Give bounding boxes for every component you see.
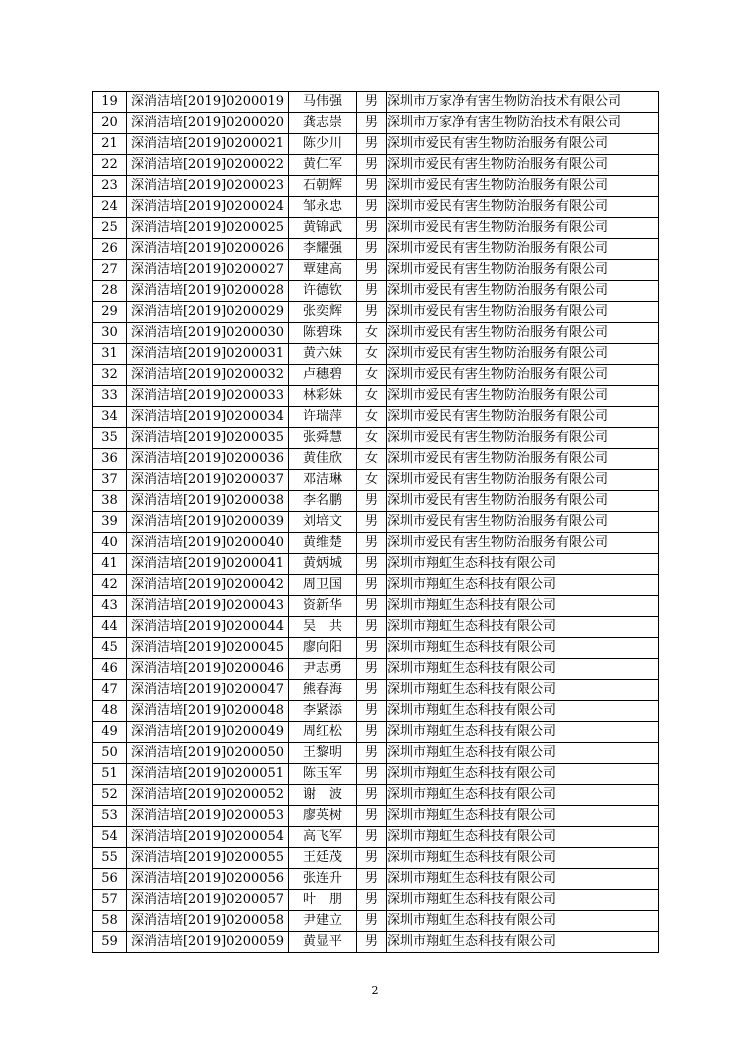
person-name-cell: 许瑞萍 bbox=[289, 407, 357, 428]
table-row bbox=[93, 449, 659, 470]
table-row bbox=[93, 134, 659, 155]
gender-cell: 女 bbox=[357, 407, 387, 428]
row-number-cell: 48 bbox=[93, 701, 127, 722]
row-number-cell: 57 bbox=[93, 890, 127, 911]
company-name-cell: 深圳市翔虹生态科技有限公司 bbox=[387, 722, 659, 743]
certificate-number-cell: 深消洁培[2019]0200046 bbox=[127, 659, 289, 680]
gender-cell: 男 bbox=[357, 302, 387, 323]
row-number-cell: 37 bbox=[93, 470, 127, 491]
certificate-number-cell: 深消洁培[2019]0200025 bbox=[127, 218, 289, 239]
table-row bbox=[93, 260, 659, 281]
table-row bbox=[93, 638, 659, 659]
row-number-cell: 49 bbox=[93, 722, 127, 743]
person-name-cell: 黄维楚 bbox=[289, 533, 357, 554]
certificate-number-cell: 深消洁培[2019]0200023 bbox=[127, 176, 289, 197]
person-name-cell: 黄佳欣 bbox=[289, 449, 357, 470]
row-number-cell: 50 bbox=[93, 743, 127, 764]
person-name-cell: 陈少川 bbox=[289, 134, 357, 155]
table-row bbox=[93, 785, 659, 806]
person-name-cell: 黄锦武 bbox=[289, 218, 357, 239]
table-row bbox=[93, 428, 659, 449]
person-name-cell: 邓洁琳 bbox=[289, 470, 357, 491]
person-name-cell: 廖向阳 bbox=[289, 638, 357, 659]
person-name-cell: 邹永忠 bbox=[289, 197, 357, 218]
row-number-cell: 47 bbox=[93, 680, 127, 701]
row-number-cell: 53 bbox=[93, 806, 127, 827]
row-number-cell: 32 bbox=[93, 365, 127, 386]
person-name-cell: 刘培文 bbox=[289, 512, 357, 533]
table-row bbox=[93, 827, 659, 848]
person-name-cell: 周红松 bbox=[289, 722, 357, 743]
company-name-cell: 深圳市翔虹生态科技有限公司 bbox=[387, 680, 659, 701]
person-name-cell: 黄显平 bbox=[289, 932, 357, 953]
person-name-cell: 黄六妹 bbox=[289, 344, 357, 365]
table-row bbox=[93, 218, 659, 239]
gender-cell: 女 bbox=[357, 449, 387, 470]
company-name-cell: 深圳市爱民有害生物防治服务有限公司 bbox=[387, 218, 659, 239]
company-name-cell: 深圳市翔虹生态科技有限公司 bbox=[387, 785, 659, 806]
page-number: 2 bbox=[371, 984, 379, 997]
company-name-cell: 深圳市爱民有害生物防治服务有限公司 bbox=[387, 176, 659, 197]
gender-cell: 男 bbox=[357, 533, 387, 554]
certificate-number-cell: 深消洁培[2019]0200036 bbox=[127, 449, 289, 470]
row-number-cell: 29 bbox=[93, 302, 127, 323]
person-name-cell: 卢穗碧 bbox=[289, 365, 357, 386]
person-name-cell: 黄仁军 bbox=[289, 155, 357, 176]
gender-cell: 男 bbox=[357, 134, 387, 155]
table-row bbox=[93, 554, 659, 575]
row-number-cell: 20 bbox=[93, 113, 127, 134]
gender-cell: 男 bbox=[357, 596, 387, 617]
company-name-cell: 深圳市爱民有害生物防治服务有限公司 bbox=[387, 428, 659, 449]
certificate-number-cell: 深消洁培[2019]0200056 bbox=[127, 869, 289, 890]
certificate-number-cell: 深消洁培[2019]0200039 bbox=[127, 512, 289, 533]
table-row bbox=[93, 176, 659, 197]
row-number-cell: 30 bbox=[93, 323, 127, 344]
table-row bbox=[93, 533, 659, 554]
row-number-cell: 40 bbox=[93, 533, 127, 554]
person-name-cell: 周卫国 bbox=[289, 575, 357, 596]
certificate-number-cell: 深消洁培[2019]0200031 bbox=[127, 344, 289, 365]
certificate-number-cell: 深消洁培[2019]0200032 bbox=[127, 365, 289, 386]
person-name-cell: 黄炳城 bbox=[289, 554, 357, 575]
row-number-cell: 38 bbox=[93, 491, 127, 512]
certificate-number-cell: 深消洁培[2019]0200033 bbox=[127, 386, 289, 407]
gender-cell: 女 bbox=[357, 470, 387, 491]
table-row bbox=[93, 344, 659, 365]
gender-cell: 男 bbox=[357, 176, 387, 197]
row-number-cell: 42 bbox=[93, 575, 127, 596]
row-number-cell: 34 bbox=[93, 407, 127, 428]
table-row bbox=[93, 197, 659, 218]
table-row bbox=[93, 680, 659, 701]
company-name-cell: 深圳市爱民有害生物防治服务有限公司 bbox=[387, 470, 659, 491]
person-name-cell: 廖英树 bbox=[289, 806, 357, 827]
company-name-cell: 深圳市翔虹生态科技有限公司 bbox=[387, 596, 659, 617]
person-name-cell: 覃建高 bbox=[289, 260, 357, 281]
company-name-cell: 深圳市翔虹生态科技有限公司 bbox=[387, 617, 659, 638]
certificate-number-cell: 深消洁培[2019]0200038 bbox=[127, 491, 289, 512]
company-name-cell: 深圳市爱民有害生物防治服务有限公司 bbox=[387, 365, 659, 386]
gender-cell: 男 bbox=[357, 680, 387, 701]
roster-table bbox=[92, 91, 659, 953]
company-name-cell: 深圳市翔虹生态科技有限公司 bbox=[387, 575, 659, 596]
person-name-cell: 李名鹏 bbox=[289, 491, 357, 512]
person-name-cell: 张奕辉 bbox=[289, 302, 357, 323]
company-name-cell: 深圳市翔虹生态科技有限公司 bbox=[387, 890, 659, 911]
table-row bbox=[93, 92, 659, 113]
company-name-cell: 深圳市万家净有害生物防治技术有限公司 bbox=[387, 113, 659, 134]
person-name-cell: 陈玉军 bbox=[289, 764, 357, 785]
company-name-cell: 深圳市翔虹生态科技有限公司 bbox=[387, 827, 659, 848]
gender-cell: 男 bbox=[357, 911, 387, 932]
person-name-cell: 资新华 bbox=[289, 596, 357, 617]
gender-cell: 男 bbox=[357, 785, 387, 806]
company-name-cell: 深圳市爱民有害生物防治服务有限公司 bbox=[387, 449, 659, 470]
gender-cell: 男 bbox=[357, 239, 387, 260]
row-number-cell: 28 bbox=[93, 281, 127, 302]
person-name-cell: 林彩妹 bbox=[289, 386, 357, 407]
person-name-cell: 尹志勇 bbox=[289, 659, 357, 680]
table-row bbox=[93, 932, 659, 953]
person-name-cell: 王黎明 bbox=[289, 743, 357, 764]
gender-cell: 男 bbox=[357, 638, 387, 659]
person-name-cell: 李紧添 bbox=[289, 701, 357, 722]
company-name-cell: 深圳市爱民有害生物防治服务有限公司 bbox=[387, 302, 659, 323]
certificate-number-cell: 深消洁培[2019]0200026 bbox=[127, 239, 289, 260]
gender-cell: 男 bbox=[357, 722, 387, 743]
row-number-cell: 24 bbox=[93, 197, 127, 218]
person-name-cell: 王廷茂 bbox=[289, 848, 357, 869]
gender-cell: 男 bbox=[357, 617, 387, 638]
company-name-cell: 深圳市爱民有害生物防治服务有限公司 bbox=[387, 323, 659, 344]
table-row bbox=[93, 491, 659, 512]
table-row bbox=[93, 743, 659, 764]
row-number-cell: 25 bbox=[93, 218, 127, 239]
certificate-number-cell: 深消洁培[2019]0200022 bbox=[127, 155, 289, 176]
table-row bbox=[93, 596, 659, 617]
certificate-number-cell: 深消洁培[2019]0200058 bbox=[127, 911, 289, 932]
row-number-cell: 44 bbox=[93, 617, 127, 638]
certificate-number-cell: 深消洁培[2019]0200020 bbox=[127, 113, 289, 134]
company-name-cell: 深圳市爱民有害生物防治服务有限公司 bbox=[387, 407, 659, 428]
company-name-cell: 深圳市爱民有害生物防治服务有限公司 bbox=[387, 281, 659, 302]
certificate-number-cell: 深消洁培[2019]0200042 bbox=[127, 575, 289, 596]
person-name-cell: 高飞军 bbox=[289, 827, 357, 848]
row-number-cell: 39 bbox=[93, 512, 127, 533]
company-name-cell: 深圳市爱民有害生物防治服务有限公司 bbox=[387, 491, 659, 512]
row-number-cell: 35 bbox=[93, 428, 127, 449]
table-row bbox=[93, 365, 659, 386]
gender-cell: 男 bbox=[357, 113, 387, 134]
person-name-cell: 许德钦 bbox=[289, 281, 357, 302]
person-name-cell: 张连升 bbox=[289, 869, 357, 890]
gender-cell: 男 bbox=[357, 848, 387, 869]
certificate-number-cell: 深消洁培[2019]0200034 bbox=[127, 407, 289, 428]
gender-cell: 男 bbox=[357, 260, 387, 281]
row-number-cell: 43 bbox=[93, 596, 127, 617]
gender-cell: 男 bbox=[357, 659, 387, 680]
company-name-cell: 深圳市爱民有害生物防治服务有限公司 bbox=[387, 512, 659, 533]
table-row bbox=[93, 470, 659, 491]
company-name-cell: 深圳市爱民有害生物防治服务有限公司 bbox=[387, 260, 659, 281]
table-row bbox=[93, 911, 659, 932]
certificate-number-cell: 深消洁培[2019]0200021 bbox=[127, 134, 289, 155]
certificate-number-cell: 深消洁培[2019]0200029 bbox=[127, 302, 289, 323]
person-name-cell: 马伟强 bbox=[289, 92, 357, 113]
company-name-cell: 深圳市翔虹生态科技有限公司 bbox=[387, 911, 659, 932]
person-name-cell: 谢 波 bbox=[289, 785, 357, 806]
company-name-cell: 深圳市爱民有害生物防治服务有限公司 bbox=[387, 533, 659, 554]
person-name-cell: 叶 朋 bbox=[289, 890, 357, 911]
company-name-cell: 深圳市翔虹生态科技有限公司 bbox=[387, 932, 659, 953]
gender-cell: 男 bbox=[357, 512, 387, 533]
certificate-number-cell: 深消洁培[2019]0200040 bbox=[127, 533, 289, 554]
gender-cell: 男 bbox=[357, 155, 387, 176]
company-name-cell: 深圳市翔虹生态科技有限公司 bbox=[387, 659, 659, 680]
gender-cell: 男 bbox=[357, 806, 387, 827]
certificate-number-cell: 深消洁培[2019]0200043 bbox=[127, 596, 289, 617]
row-number-cell: 52 bbox=[93, 785, 127, 806]
certificate-number-cell: 深消洁培[2019]0200050 bbox=[127, 743, 289, 764]
certificate-number-cell: 深消洁培[2019]0200027 bbox=[127, 260, 289, 281]
gender-cell: 男 bbox=[357, 281, 387, 302]
gender-cell: 男 bbox=[357, 743, 387, 764]
company-name-cell: 深圳市翔虹生态科技有限公司 bbox=[387, 701, 659, 722]
person-name-cell: 熊春海 bbox=[289, 680, 357, 701]
company-name-cell: 深圳市万家净有害生物防治技术有限公司 bbox=[387, 92, 659, 113]
certificate-number-cell: 深消洁培[2019]0200035 bbox=[127, 428, 289, 449]
certificate-number-cell: 深消洁培[2019]0200044 bbox=[127, 617, 289, 638]
row-number-cell: 19 bbox=[93, 92, 127, 113]
certificate-number-cell: 深消洁培[2019]0200055 bbox=[127, 848, 289, 869]
table-row bbox=[93, 848, 659, 869]
table-row bbox=[93, 113, 659, 134]
gender-cell: 男 bbox=[357, 869, 387, 890]
gender-cell: 女 bbox=[357, 428, 387, 449]
gender-cell: 男 bbox=[357, 701, 387, 722]
gender-cell: 男 bbox=[357, 932, 387, 953]
row-number-cell: 45 bbox=[93, 638, 127, 659]
row-number-cell: 55 bbox=[93, 848, 127, 869]
row-number-cell: 58 bbox=[93, 911, 127, 932]
table-row bbox=[93, 281, 659, 302]
certificate-number-cell: 深消洁培[2019]0200052 bbox=[127, 785, 289, 806]
company-name-cell: 深圳市爱民有害生物防治服务有限公司 bbox=[387, 344, 659, 365]
person-name-cell: 陈碧珠 bbox=[289, 323, 357, 344]
gender-cell: 女 bbox=[357, 386, 387, 407]
person-name-cell: 龚志崇 bbox=[289, 113, 357, 134]
row-number-cell: 22 bbox=[93, 155, 127, 176]
table-row bbox=[93, 701, 659, 722]
certificate-number-cell: 深消洁培[2019]0200037 bbox=[127, 470, 289, 491]
company-name-cell: 深圳市翔虹生态科技有限公司 bbox=[387, 554, 659, 575]
row-number-cell: 36 bbox=[93, 449, 127, 470]
company-name-cell: 深圳市翔虹生态科技有限公司 bbox=[387, 638, 659, 659]
row-number-cell: 51 bbox=[93, 764, 127, 785]
certificate-number-cell: 深消洁培[2019]0200049 bbox=[127, 722, 289, 743]
company-name-cell: 深圳市爱民有害生物防治服务有限公司 bbox=[387, 197, 659, 218]
table-row bbox=[93, 806, 659, 827]
table-row bbox=[93, 239, 659, 260]
certificate-number-cell: 深消洁培[2019]0200059 bbox=[127, 932, 289, 953]
row-number-cell: 41 bbox=[93, 554, 127, 575]
certificate-number-cell: 深消洁培[2019]0200047 bbox=[127, 680, 289, 701]
certificate-number-cell: 深消洁培[2019]0200054 bbox=[127, 827, 289, 848]
certificate-number-cell: 深消洁培[2019]0200053 bbox=[127, 806, 289, 827]
certificate-number-cell: 深消洁培[2019]0200019 bbox=[127, 92, 289, 113]
row-number-cell: 27 bbox=[93, 260, 127, 281]
certificate-number-cell: 深消洁培[2019]0200057 bbox=[127, 890, 289, 911]
table-row bbox=[93, 722, 659, 743]
certificate-number-cell: 深消洁培[2019]0200051 bbox=[127, 764, 289, 785]
gender-cell: 女 bbox=[357, 323, 387, 344]
gender-cell: 男 bbox=[357, 92, 387, 113]
table-row bbox=[93, 512, 659, 533]
row-number-cell: 46 bbox=[93, 659, 127, 680]
gender-cell: 男 bbox=[357, 890, 387, 911]
table-row bbox=[93, 764, 659, 785]
row-number-cell: 33 bbox=[93, 386, 127, 407]
certificate-number-cell: 深消洁培[2019]0200041 bbox=[127, 554, 289, 575]
company-name-cell: 深圳市翔虹生态科技有限公司 bbox=[387, 848, 659, 869]
company-name-cell: 深圳市翔虹生态科技有限公司 bbox=[387, 869, 659, 890]
company-name-cell: 深圳市爱民有害生物防治服务有限公司 bbox=[387, 155, 659, 176]
company-name-cell: 深圳市翔虹生态科技有限公司 bbox=[387, 764, 659, 785]
person-name-cell: 李耀强 bbox=[289, 239, 357, 260]
person-name-cell: 石朝辉 bbox=[289, 176, 357, 197]
certificate-number-cell: 深消洁培[2019]0200028 bbox=[127, 281, 289, 302]
table-row bbox=[93, 323, 659, 344]
row-number-cell: 31 bbox=[93, 344, 127, 365]
gender-cell: 男 bbox=[357, 827, 387, 848]
gender-cell: 女 bbox=[357, 365, 387, 386]
table-row bbox=[93, 407, 659, 428]
row-number-cell: 59 bbox=[93, 932, 127, 953]
row-number-cell: 26 bbox=[93, 239, 127, 260]
row-number-cell: 56 bbox=[93, 869, 127, 890]
gender-cell: 男 bbox=[357, 491, 387, 512]
gender-cell: 男 bbox=[357, 197, 387, 218]
certificate-number-cell: 深消洁培[2019]0200024 bbox=[127, 197, 289, 218]
gender-cell: 男 bbox=[357, 764, 387, 785]
table-row bbox=[93, 575, 659, 596]
person-name-cell: 张舜慧 bbox=[289, 428, 357, 449]
gender-cell: 女 bbox=[357, 344, 387, 365]
company-name-cell: 深圳市翔虹生态科技有限公司 bbox=[387, 743, 659, 764]
certificate-number-cell: 深消洁培[2019]0200045 bbox=[127, 638, 289, 659]
table-row bbox=[93, 386, 659, 407]
row-number-cell: 23 bbox=[93, 176, 127, 197]
table-row bbox=[93, 617, 659, 638]
table-row bbox=[93, 302, 659, 323]
company-name-cell: 深圳市爱民有害生物防治服务有限公司 bbox=[387, 386, 659, 407]
person-name-cell: 尹建立 bbox=[289, 911, 357, 932]
table-row bbox=[93, 890, 659, 911]
gender-cell: 男 bbox=[357, 218, 387, 239]
person-name-cell: 吴 共 bbox=[289, 617, 357, 638]
table-row bbox=[93, 869, 659, 890]
table-row bbox=[93, 659, 659, 680]
gender-cell: 男 bbox=[357, 554, 387, 575]
company-name-cell: 深圳市翔虹生态科技有限公司 bbox=[387, 806, 659, 827]
row-number-cell: 54 bbox=[93, 827, 127, 848]
company-name-cell: 深圳市爱民有害生物防治服务有限公司 bbox=[387, 239, 659, 260]
certificate-number-cell: 深消洁培[2019]0200048 bbox=[127, 701, 289, 722]
roster-table-body bbox=[93, 92, 659, 953]
row-number-cell: 21 bbox=[93, 134, 127, 155]
gender-cell: 男 bbox=[357, 575, 387, 596]
certificate-number-cell: 深消洁培[2019]0200030 bbox=[127, 323, 289, 344]
company-name-cell: 深圳市爱民有害生物防治服务有限公司 bbox=[387, 134, 659, 155]
table-row bbox=[93, 155, 659, 176]
